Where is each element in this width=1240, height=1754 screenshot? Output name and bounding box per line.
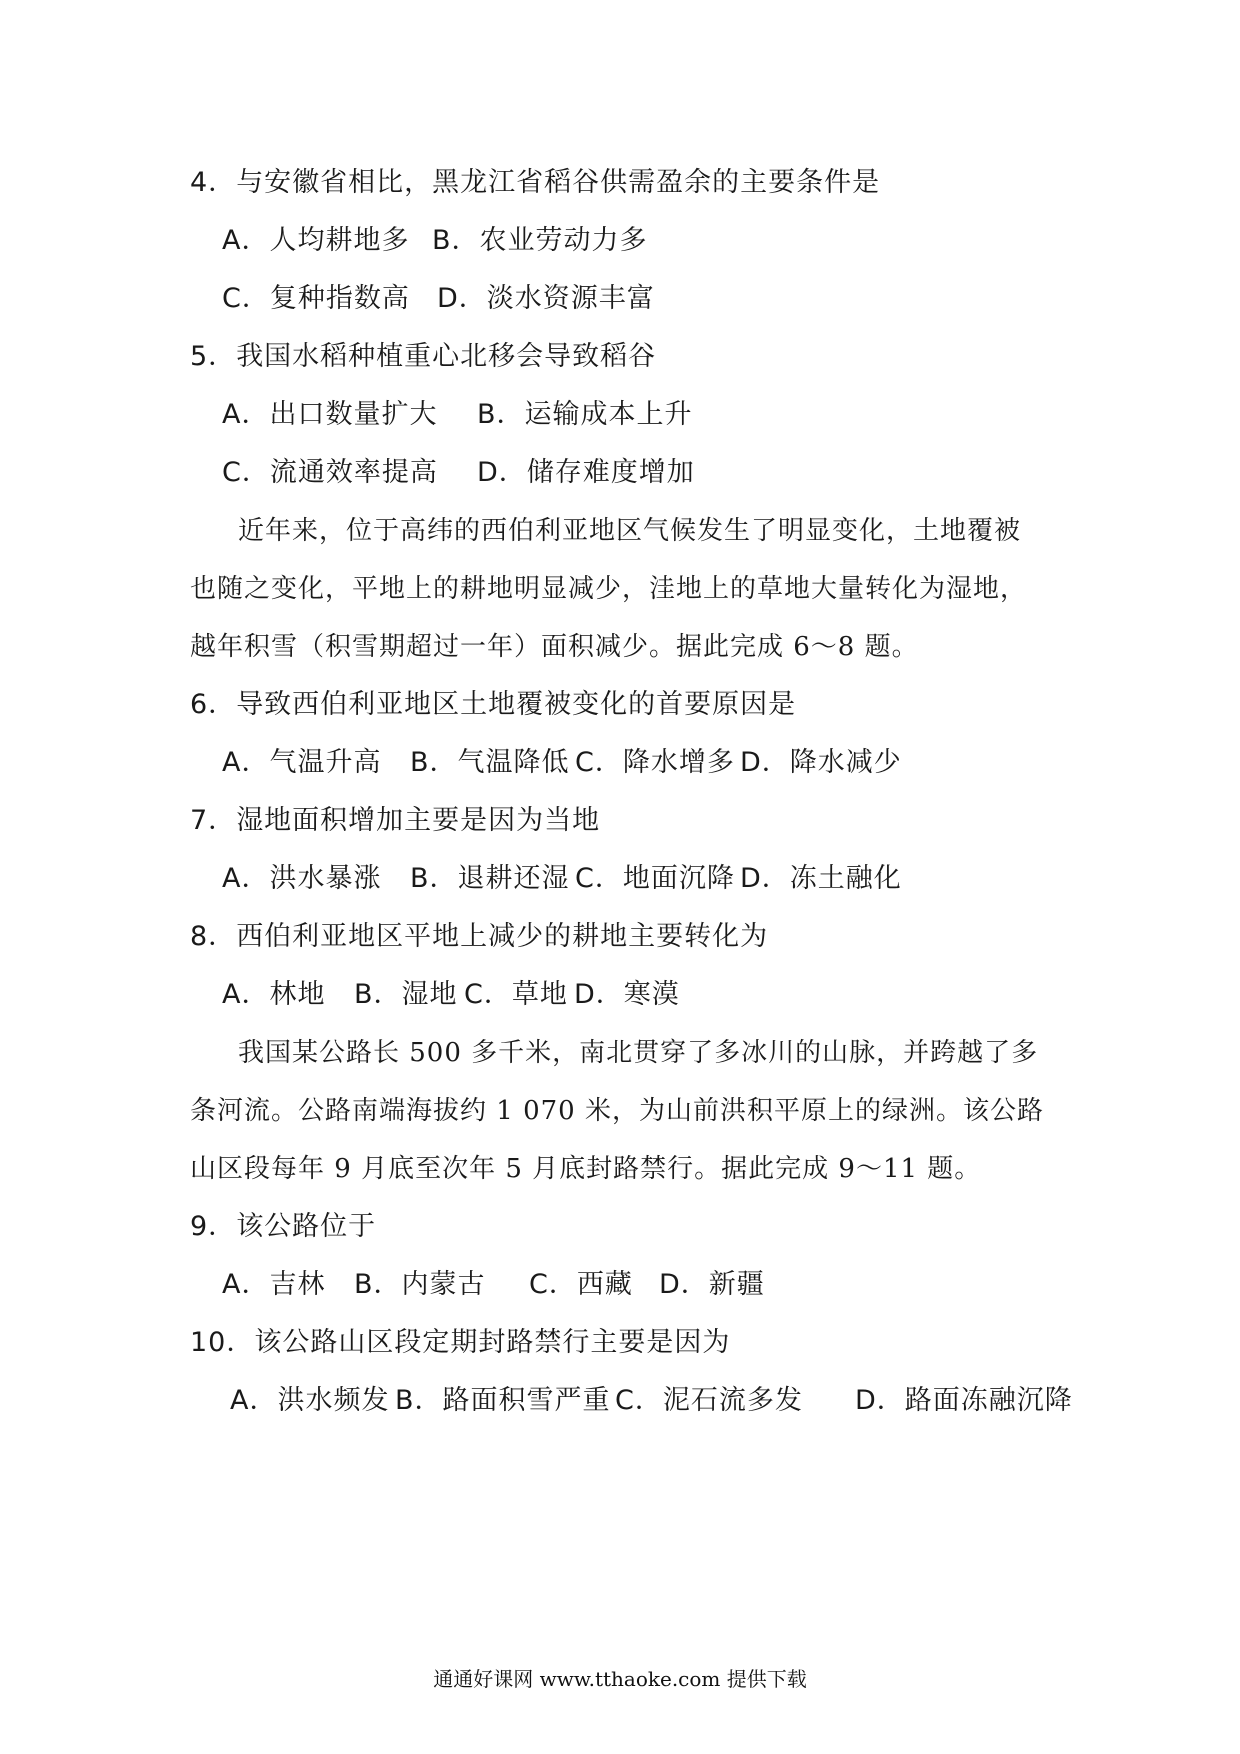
passage-2-line-2: 条河流。公路南端海拔约 1 070 米，为山前洪积平原上的绿洲。该公路: [190, 1096, 1044, 1126]
question-4-options-row-1: [222, 223, 648, 259]
question-number: 4．: [190, 167, 237, 198]
question-8: [190, 919, 768, 955]
option-a[interactable]: A．人均耕地多: [222, 225, 410, 256]
option-c[interactable]: C．泥石流多发: [615, 1385, 803, 1416]
option-d[interactable]: D．冻土融化: [740, 863, 902, 894]
option-a[interactable]: A．洪水暴涨: [222, 863, 382, 894]
question-stem: 导致西伯利亚地区土地覆被变化的首要原因是: [236, 689, 797, 720]
option-d[interactable]: D．新疆: [659, 1269, 765, 1300]
option-c[interactable]: C．西藏: [529, 1269, 633, 1300]
question-10-options: [230, 1383, 1073, 1419]
question-stem: 与安徽省相比，黑龙江省稻谷供需盈余的主要条件是: [236, 167, 881, 198]
question-6-options: [222, 745, 902, 781]
question-number: 9．: [190, 1211, 237, 1242]
option-d[interactable]: D．淡水资源丰富: [437, 283, 655, 314]
question-number: 7．: [190, 805, 237, 836]
question-stem: 该公路位于: [236, 1211, 377, 1242]
option-b[interactable]: B．运输成本上升: [477, 399, 693, 430]
question-5-options-row-2: [222, 455, 695, 491]
option-c[interactable]: C．流通效率提高: [222, 457, 438, 488]
option-b[interactable]: B．退耕还湿: [410, 863, 570, 894]
option-a[interactable]: A．出口数量扩大: [222, 399, 438, 430]
option-d[interactable]: D．路面冻融沉降: [855, 1385, 1073, 1416]
option-a[interactable]: A．林地: [222, 979, 326, 1010]
passage-2-line-1: 我国某公路长 500 多千米，南北贯穿了多冰川的山脉，并跨越了多: [238, 1038, 1039, 1068]
passage-1-line-3: 越年积雪（积雪期超过一年）面积减少。据此完成 6～8 题。: [190, 632, 919, 662]
question-7: [190, 803, 600, 839]
option-c[interactable]: C．降水增多: [575, 747, 735, 778]
option-b[interactable]: B．湿地: [354, 979, 458, 1010]
option-b[interactable]: B．气温降低: [410, 747, 570, 778]
option-b[interactable]: B．内蒙古: [354, 1269, 486, 1300]
question-9-options: [222, 1267, 765, 1303]
option-c[interactable]: C．地面沉降: [575, 863, 735, 894]
option-c[interactable]: C．草地: [464, 979, 568, 1010]
question-stem: 我国水稻种植重心北移会导致稻谷: [236, 341, 657, 372]
question-5: [190, 339, 656, 375]
passage-2-line-3: 山区段每年 9 月底至次年 5 月底封路禁行。据此完成 9～11 题。: [190, 1154, 982, 1184]
question-stem: 西伯利亚地区平地上减少的耕地主要转化为: [236, 921, 769, 952]
question-8-options: [222, 977, 680, 1013]
passage-1-line-1: 近年来，位于高纬的西伯利亚地区气候发生了明显变化，土地覆被: [238, 516, 1022, 546]
option-a[interactable]: A．气温升高: [222, 747, 382, 778]
option-d[interactable]: D．寒漠: [574, 979, 680, 1010]
passage-1-line-2: 也随之变化，平地上的耕地明显减少，洼地上的草地大量转化为湿地，: [190, 574, 1028, 604]
question-6: [190, 687, 796, 723]
option-c[interactable]: C．复种指数高: [222, 283, 410, 314]
question-number: 10．: [190, 1327, 255, 1358]
question-number: 5．: [190, 341, 237, 372]
option-b[interactable]: B．农业劳动力多: [432, 225, 648, 256]
question-10: [190, 1325, 730, 1361]
question-stem: 该公路山区段定期封路禁行主要是因为: [254, 1327, 731, 1358]
option-a[interactable]: A．洪水频发: [230, 1385, 390, 1416]
page-footer: 通通好课网 www.tthaoke.com 提供下载: [433, 1667, 807, 1691]
question-5-options-row-1: [222, 397, 693, 433]
question-9: [190, 1209, 376, 1245]
question-4: [190, 165, 880, 201]
option-b[interactable]: B．路面积雪严重: [395, 1385, 611, 1416]
option-a[interactable]: A．吉林: [222, 1269, 326, 1300]
question-7-options: [222, 861, 902, 897]
option-d[interactable]: D．储存难度增加: [477, 457, 695, 488]
option-d[interactable]: D．降水减少: [740, 747, 902, 778]
question-number: 6．: [190, 689, 237, 720]
question-4-options-row-2: [222, 281, 655, 317]
question-stem: 湿地面积增加主要是因为当地: [236, 805, 601, 836]
question-number: 8．: [190, 921, 237, 952]
